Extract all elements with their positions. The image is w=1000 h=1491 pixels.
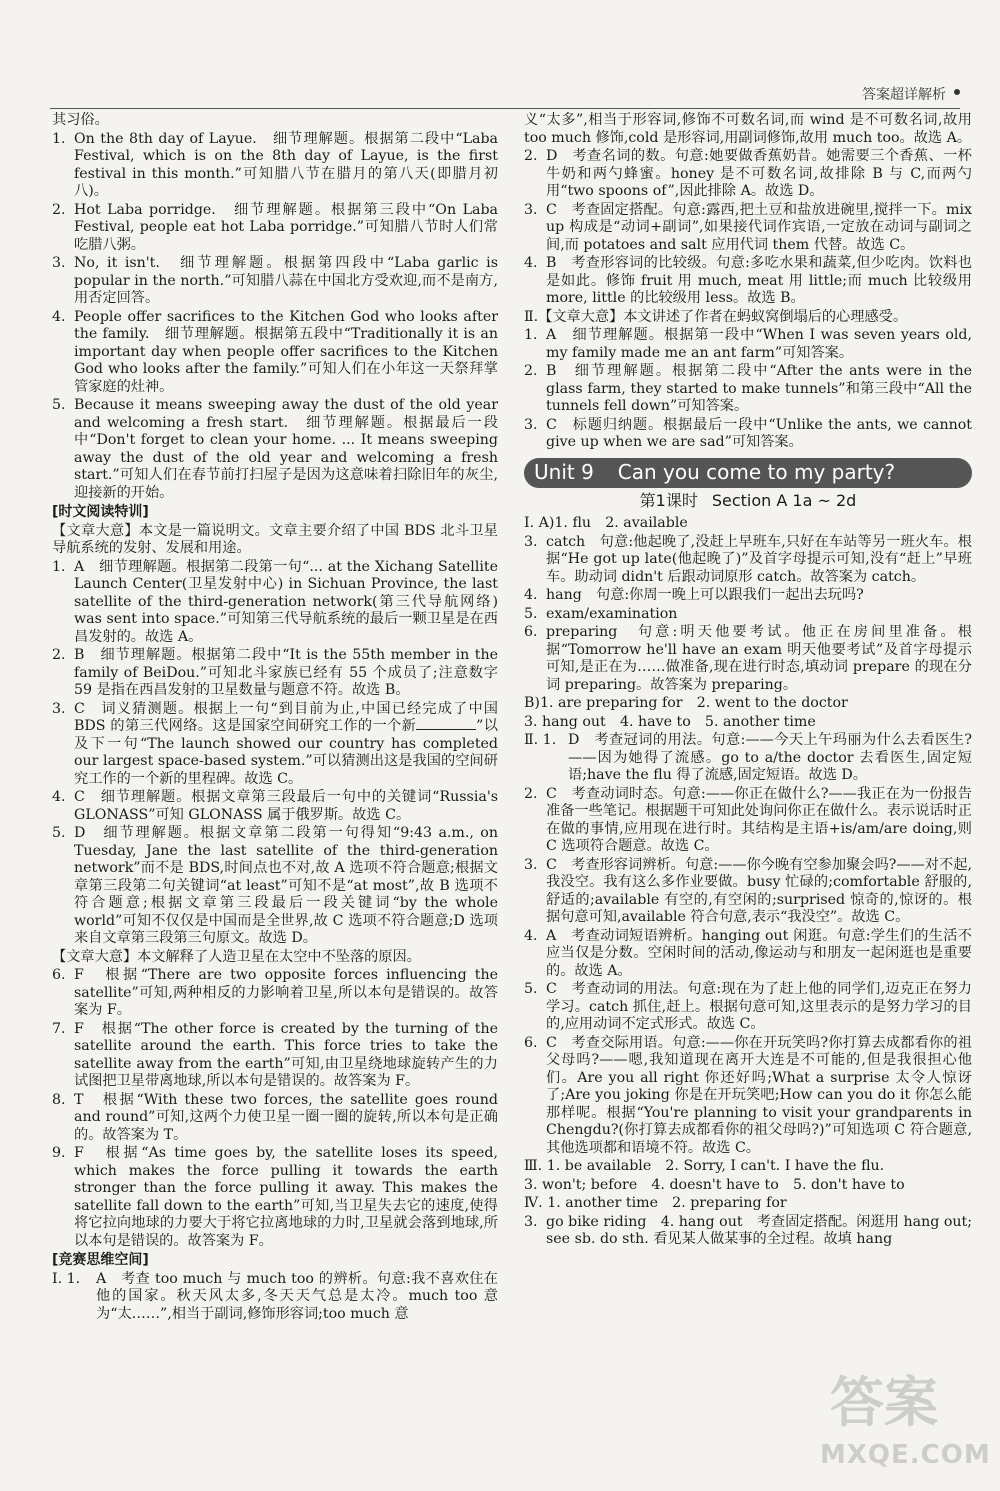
watermark-logo xyxy=(820,1350,990,1470)
lesson-title: 第1课时 Section A 1a ~ 2d xyxy=(639,490,857,510)
answer-item: 6. preparing 句意:明天他要考试。他正在房间里准备。根据“Tomorrow he'll have an exam 明天他要考试”及首字母提示可知,是正在为……做准备,现在进行时态,填动词 prepare 的现在分词 preparing。故答案为 preparing。 xyxy=(524,624,972,693)
answer-item: 1. On the 8th day of Layue. 细节理解题。根据第二段中“Laba Festival, which is on the 8th day of Layue, is the first festival in this month.”可知腊八节在腊月的第八天(即腊月初八)。 xyxy=(52,130,498,199)
answer-item: 5. C 考查动词的用法。句意:现在为了赶上他的同学们,迈克正在努力学习。catch 抓住,赶上。根据句意可知,这里表示的是努力学习的目的,应用动词不定式形式。故选 C。 xyxy=(524,981,972,1032)
answer-item: 3. catch 句意:他起晚了,没赶上早班车,只好在车站等另一班火车。根据“He got up late(他起晚了)”及首字母提示可知,没有“赶上”早班车。助动词 didn't 后跟动词原形 catch。故答案为 catch。 xyxy=(524,533,972,585)
answer-item: 2. D 考查名词的数。句意:她要做香蕉奶昔。她需要三个香蕉、一杯牛奶和两勺蜂蜜。honey 是不可数名词,故排除 B 与 C,而两勺用“two spoons of”,因此排除 A。故选 D。 xyxy=(524,148,972,199)
answer-item: 3. C 考查形容词辨析。句意:——你今晚有空参加聚会吗?——对不起,我没空。我有这么多作业要做。busy 忙碌的;comfortable 舒服的,舒适的;available 有空的,有空闲的;surprised 惊奇的,惊讶的。根据句意可知,available 符合句意,表示“我没空”。故选 C。 xyxy=(524,856,972,925)
answer-item: 3. go bike riding 4. hang out 考查固定搭配。闲逛用 hang out; see sb. do sth. 看见某人做某事的全过程。故填 hang xyxy=(524,1213,972,1247)
answer-item: 3. C 标题归纳题。根据最后一段中“Unlike the ants, we cannot give up when we are sad”可知答案。 xyxy=(524,416,972,450)
section-heading: [时文阅读特训] xyxy=(52,504,149,520)
intro-text: 其习俗。 xyxy=(52,112,109,128)
answer-item: 4. People offer sacrifices to the Kitchen God who looks after the family. 细节理解题。根据第五段中“Traditionally it is an important day when people offer sacrifices to the Kitchen God who looks after the family.”可知人们在小年这一天祭拜掌管家庭的灶神。 xyxy=(52,308,498,395)
answer-item: Ⅱ. 1. D 考查冠词的用法。句意:——今天上午玛丽为什么去看医生?——因为她得了流感。go to a/the doctor 去看医生,固定短语;have the flu 得了流感,固定短语。故选 D。 xyxy=(524,732,972,783)
answer-item: Ⅰ. 1. A 考查 too much 与 much too 的辨析。句意:我不喜欢住在他的国家。秋天风太多,冬天天气总是太冷。much too 意为“太……”,相当于副词,修饰形容词;too much 意 xyxy=(52,1270,498,1322)
answer-item: 6. C 考查交际用语。句意:——你在开玩笑吗?你打算去成都看你的祖父母吗?——嗯,我知道现在离开大连是不可能的,但是我很担心他们。Are you all right 你还好吗;What a surprise 太令人惊讶了;Are you joking 你是在开玩笑吧;How can you do it 你怎么能那样呢。根据“You're planning to visit your grandparents in Chengdu?(你打算去成都看你的祖父母吗?)”可知选项 C 符合题意,其他选项都和语境不符。故选 C。 xyxy=(524,1034,972,1156)
page-header xyxy=(50,82,960,109)
answer-item: 5. Because it means sweeping away the dust of the old year and welcoming a fresh start. 细节理解题。根据最后一段中“Don't forget to clean your home. ... It means sweeping away the dust of the old year and welcoming a fresh start.”可知人们在春节前打扫屋子是因为这意味着扫除旧年的灰尘,迎接新的开始。 xyxy=(52,397,498,501)
answer-item: 3. C 词义猜测题。根据上一句“到目前为止,中国已经完成了中国 BDS 的第三代网络。这是国家空间研究工作的一个新 ”以及下一句“The launch showed our country has completed our largest space-based system.”可以猜测出这是我国的空间研究工作的一个新的里程碑。故选 C。 xyxy=(52,700,498,787)
answer-line: 3. won't; before 4. doesn't have to 5. don't have to xyxy=(524,1176,905,1193)
watermark-url: MXQE.COM xyxy=(820,1440,991,1470)
header-label: 答案超详解析 xyxy=(862,87,946,103)
answer-item: 2. C 考查动词时态。句意:——你正在做什么?——我正在为一份报告准备一些笔记。根据题干可知此处询问你正在做什么。表示说话时正在做的事情,应用现在进行时。其结构是主语+is/am/are doing,则 C 选项符合题意。故选 C。 xyxy=(524,785,972,854)
answer-item: 3. No, it isn't. 细节理解题。根据第四段中“Laba garlic is popular in the north.”可知腊八蒜在中国北方受欢迎,而不是南方,用否定回答。 xyxy=(52,255,498,306)
answer-item: 2. B 细节理解题。根据第二段中“After the ants were in the glass farm, they started to make tunnels”和第三段中“All the tunnels fell down”可知答案。 xyxy=(524,363,972,414)
answer-item: 2. B 细节理解题。根据第二段中“It is the 55th member in the family of BeiDou.”可知北斗家族已经有 55 个成员了;注意数字 59 是指在西昌发射的卫星数量与题意不符。故选 B。 xyxy=(52,647,498,698)
unit-title: Can you come to my party? xyxy=(617,459,896,484)
answer-item: 8. T 根据“With these two forces, the satellite goes round and round”可知,这两个力使卫星一圈一圈的旋转,所以本句是正确的。故答案为 T。 xyxy=(52,1091,498,1143)
answer-item: 7. F 根据“The other force is created by the turning of the satellite around the earth. This force tries to take the satellite away from the earth”可知,由卫星绕地球旋转产生的力试图把卫星带离地球,所以本句是错误的。故答案为 F。 xyxy=(52,1020,498,1089)
answer-blank xyxy=(416,729,476,730)
article-summary: 【文章大意】本文解释了人造卫星在太空中不坠落的原因。 xyxy=(52,948,421,965)
answer-item: 4. C 细节理解题。根据文章第三段最后一句中的关键词“Russia's GLONASS”可知 GLONASS 属于俄罗斯。故选 C。 xyxy=(52,789,498,823)
answer-item: 1. A 细节理解题。根据第二段第一句“... at the Xichang Satellite Launch Center(卫星发射中心) in Sichuan Province, the last satellite of the third-generation network(第三代导航网络) was sent into space.”可知第三代导航系统的最后一颗卫星是在西昌发射的。故选 A。 xyxy=(52,558,498,645)
continued-text: 义“太多”,相当于形容词,修饰不可数名词,而 wind 是不可数名词,故用 too much 修饰,cold 是形容词,用副词修饰,故用 much too。故选 A。 xyxy=(524,112,972,146)
answer-item: 5. D 细节理解题。根据文章第二段第一句得知“9:43 a.m., on Tuesday, Jane the last satellite of the third-generation network”而不是 BDS,时间点也不对,故 A 选项不符合题意;根据文章第三段第二句关键词“at least”可知不是“at most”,故 B 选项不符合题意;根据文章第三段最后一段关键词“by the whole world”可知不仅仅是中国而是全世界,故 C 选项不符合题意;D 选项来自文章第三段第三句原文。故选 D。 xyxy=(52,825,498,946)
answer-item: 6. F 根据“There are two opposite forces influencing the satellite”可知,两种相反的力影响着卫星,所以本句是错误的。故答案为 F。 xyxy=(52,967,498,1018)
answer-line: 3. hang out 4. have to 5. another time xyxy=(524,713,816,730)
answer-item: 5. exam/examination xyxy=(524,605,678,622)
right-column xyxy=(524,112,972,1250)
article-summary: Ⅱ.【文章大意】本文讲述了作者在蚂蚁窝倒塌后的心理感受。 xyxy=(524,308,908,325)
unit-banner xyxy=(524,458,972,488)
answer-item: 9. F 根据“As time goes by, the satellite loses its speed, which makes the force pulling it towards the earth stronger than the force pulling it away. This makes the satellite fall down to the earth”可知,当卫星失去它的速度,使得将它拉向地球的力要大于将它拉离地球的力时,卫星就会落到地球,所以本句是错误的。故答案为 F。 xyxy=(52,1145,498,1249)
article-summary: 【文章大意】本文是一篇说明文。文章主要介绍了中国 BDS 北斗卫星导航系统的发射、发展和用途。 xyxy=(52,522,498,556)
answer-line: Ⅰ. A)1. flu 2. available xyxy=(524,515,688,531)
answer-item: 4. A 考查动词短语辨析。hanging out 闲逛。句意:学生们的生活不应当仅是分数。空闲时间的活动,像运动与和朋友一起闲逛也是重要的。故选 A。 xyxy=(524,927,972,979)
answer-item: 4. B 考查形容词的比较级。句意:多吃水果和蔬菜,但少吃肉。饮料也是如此。修饰 fruit 用 much, meat 用 little;而 much 比较级用 more, little 的比较级用 less。故选 B。 xyxy=(524,255,972,306)
answer-item: 4. hang 句意:你周一晚上可以跟我们一起出去玩吗? xyxy=(524,587,864,603)
answer-item: 2. Hot Laba porridge. 细节理解题。根据第三段中“On Laba Festival, people eat hot Laba porridge.”可知腊八节时人们常吃腊八粥。 xyxy=(52,201,498,253)
watermark-big-text: 答案 xyxy=(830,1371,938,1434)
header-dot xyxy=(954,89,960,95)
answer-item: 1. A 细节理解题。根据第一段中“When I was seven years old, my family made me an ant farm”可知答案。 xyxy=(524,327,972,361)
unit-number: Unit 9 xyxy=(534,459,594,484)
answer-item: 3. C 考查固定搭配。句意:露西,把土豆和盐放进碗里,搅拌一下。mix up 构成是“动词+副词”,如果接代词作宾语,一定放在动词与副词之间,而 potatoes and salt 应用代词 them 代替。故选 C。 xyxy=(524,201,972,253)
left-column xyxy=(52,112,498,1324)
answer-line: Ⅳ. 1. another time 2. preparing for xyxy=(524,1195,787,1211)
answer-line: B)1. are preparing for 2. went to the doctor xyxy=(524,695,848,711)
answer-line: Ⅲ. 1. be available 2. Sorry, I can't. I have the flu. xyxy=(524,1158,885,1174)
section-heading: [竞赛思维空间] xyxy=(52,1252,149,1268)
